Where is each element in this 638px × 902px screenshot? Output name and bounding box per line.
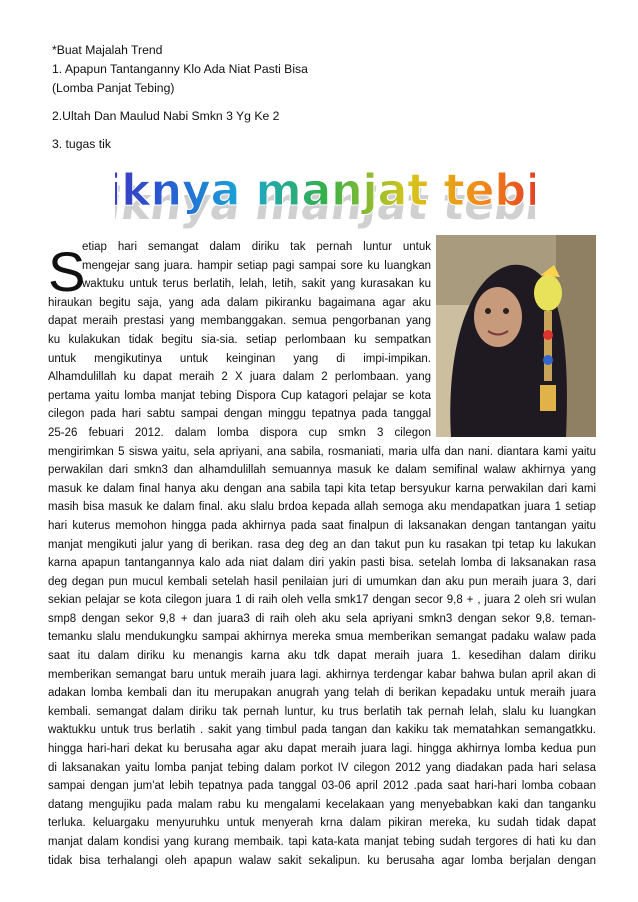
article-line: manjat mengikuti jalur yang di berikan. rasa deg deg an dan takut pun ku rasakan tpi tetap ku lakukan bbox=[48, 538, 596, 551]
header-line-3: (Lomba Panjat Tebing) bbox=[52, 81, 175, 95]
header-line-5: 3. tugas tik bbox=[52, 137, 111, 151]
article-line: sekian pelajar se kota cilegon juara 1 di raih oleh vella smk17 dengan secor 9,8 + , juara 2 oleh sri wulan bbox=[48, 594, 596, 607]
title-wordart-text: knya manjat tebi bbox=[121, 165, 535, 216]
article-line: pertama yaitu lomba manjat tebing Dispora Cup katagori pelajar se kota bbox=[48, 389, 431, 402]
article-line: cilegon pada hari sabtu sampai dengan minggu tepatnya pada tanggal bbox=[48, 408, 431, 421]
article-line: ku kulakukan tidak begitu sia-sia. setiap perlombaan ku sempatkan bbox=[48, 333, 431, 346]
title-wordart-svg bbox=[115, 163, 535, 233]
article-line: waktukku untuk trus berlatih . sakit yang timbul pada tangan dan kakiku tak mematahkan semangatkku. bbox=[48, 724, 596, 737]
drop-cap-letter: S bbox=[48, 240, 86, 303]
article-line: etiap hari semangat dalam diriku tak pernah luntur untuk bbox=[82, 241, 431, 253]
article-line: mengirimkan 5 siswa yaitu, sela apriyani, ana sabila, rosmaniati, maria ulfa dan nani. diantara kami yaitu bbox=[48, 445, 596, 458]
article-line: deg degan pun mucul kembali setelah hasil penilaian juri di umumkan dan aku pun meraih juara 3, dari bbox=[48, 575, 596, 588]
article-line: hiraukan begitu saja, yang ada dalam pikiranku bagaimana agar aku bbox=[48, 296, 431, 309]
article-line: mengejar sang juara. hampir setiap pagi sampai sore ku luangkan bbox=[82, 259, 431, 272]
article-line: sampai dengan jum'at lebih tepatnya pada tanggal 03-06 april 2012 .pada saat hari-hari lomba cobaan bbox=[48, 780, 596, 793]
article-line: perwakilan dari smkn3 dan alhamdulillah semuannya masuk ke dalam semifinal walaw akhirnya yang bbox=[48, 464, 596, 477]
header-line-2: 1. Apapun Tantanganny Klo Ada Niat Pasti Bisa bbox=[52, 62, 308, 76]
article-line: adakan lomba kembali dan itu merupakan anugrah yang telah di berikan kepadaku untuk meraih juara bbox=[48, 687, 596, 700]
article-line: hingga hari-hari dekat ku berusaha agar aku dapat meraih juara lagi. hingga akhirnya lomba kedua pun bbox=[48, 743, 596, 756]
header-line-4: 2.Ultah Dan Maulud Nabi Smkn 3 Yg Ke 2 bbox=[52, 109, 280, 123]
article-line: di laksanakan yaitu lomba panjat tebing dalam porkot IV cilegon 2012 yang diadakan pada hari selasa bbox=[48, 761, 596, 774]
article-line: tidak bisa terhalangi oleh apapun walaw sakit sekalipun. ku berusaha agar lomba berjalan dengan bbox=[48, 854, 596, 867]
article-line: Alhamdulillah ku dapat meraih 2 X juara dalam 2 perlombaan. yang bbox=[48, 371, 431, 384]
article-line: waktuku untuk terus berlatih, lelah, letih, sakit yang kurasakan ku bbox=[82, 278, 431, 291]
article-line: masih bisa masuk ke dalam final. aku slalu brdoa kepada allah semoga aku mendapatkan juara 1 setiap bbox=[48, 501, 596, 514]
article-line: hari kuterus memohon hingga pada akhirnya pada saat finalpun di laksanakan dengan tantangan yaitu bbox=[48, 519, 596, 532]
article-line: saat itu dalam diriku ku menangis karna aku tdk dapat meraih juara 1. kesedihan dalam diriku bbox=[48, 650, 596, 663]
title-wordart-shadow: Asiknya manjat tebing bbox=[115, 179, 535, 230]
article-line: terluka. keluargaku menyuruhku untuk menyerah krna dalam pikiran mereka, ku sudah tidak dapat bbox=[48, 817, 596, 830]
title-wordart bbox=[115, 163, 535, 233]
article-line: manjat dalam kondisi yang kurang membaik. tapi kata-kata manjat tebing sudah tergores di hati ku dan bbox=[48, 836, 596, 848]
article-line: masuk ke dalam final hanya aku dengan ana sabila tapi kita tetap bersyukur karna perwakilan dari kami bbox=[48, 482, 596, 495]
article-line: datang mengujiku pada malam rabu ku mengalami kecelakaan yang menyebabkan kaki dan tanganku bbox=[48, 798, 596, 811]
article-line: temanku slalu mendukungku sampai akhirnya mereka smua memberikan semangat padaku walaw pada bbox=[48, 631, 596, 644]
header-line-1: *Buat Majalah Trend bbox=[52, 43, 163, 57]
header-notes bbox=[52, 41, 308, 154]
article-line: untuk mengikutinya untuk keinginan yang di impi-impikan. bbox=[48, 352, 431, 365]
article-line: dapat meraih prestasi yang membanggakan. semua pengorbanan yang bbox=[48, 315, 431, 328]
article-line: smp8 dengan sekor 9,8 + dan juara3 di raih oleh aku sela apriyani smkn3 dengan sekor 9,8. teman- bbox=[48, 612, 596, 625]
article-line: memberikan semangat baru untuk meraih juara lagi. akhirnya terdengar kabar bahwa bulan april akan di bbox=[48, 668, 596, 681]
article-line: kembali. semangat dalam diriku tak pernah luntur, ku trus berlatih tak pernah lelah, slalu ku luangkan bbox=[48, 705, 596, 718]
article-line: karna apapun tantangannya kalo ada niat dalam diri yakin pasti bisa. setelah lomba di laksanakan rasa bbox=[48, 557, 596, 570]
article-body bbox=[48, 238, 596, 870]
article-line: 25-26 febuari 2012. dalam lomba dispora cup smkn 3 cilegon bbox=[48, 426, 431, 439]
